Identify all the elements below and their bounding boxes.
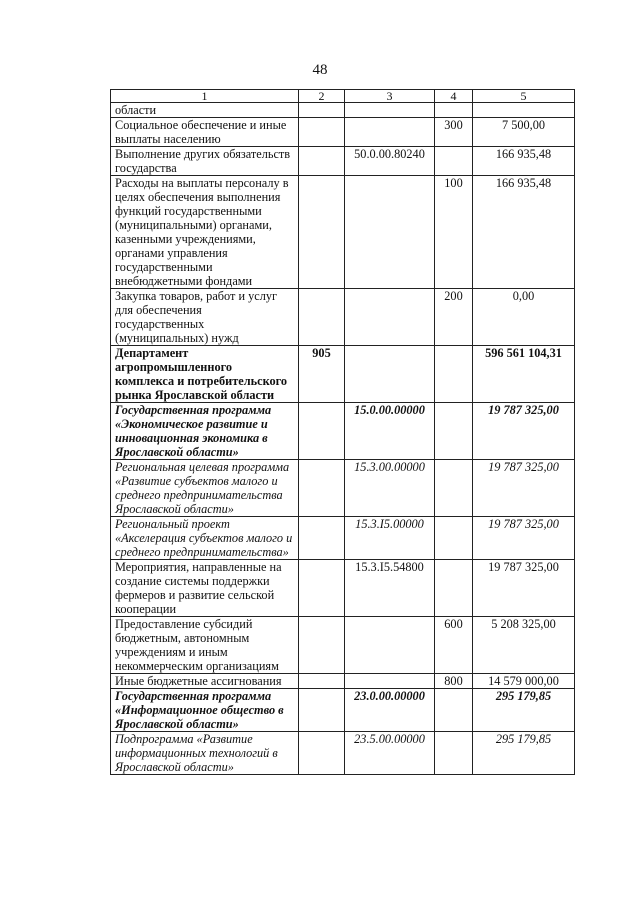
table-row — [111, 732, 575, 775]
cell-amount: 295 179,85 — [473, 689, 575, 732]
cell-col2 — [299, 689, 345, 732]
cell-name: Департамент агропромышленного комплекса и потребительского рынка Ярославской области — [111, 346, 299, 403]
cell-code: 15.3.I5.00000 — [345, 517, 435, 560]
cell-amount: 166 935,48 — [473, 176, 575, 289]
cell-amount: 19 787 325,00 — [473, 560, 575, 617]
table-row — [111, 147, 575, 176]
table-row — [111, 517, 575, 560]
cell-col2 — [299, 289, 345, 346]
table-row — [111, 689, 575, 732]
cell-amount: 19 787 325,00 — [473, 403, 575, 460]
cell-name: Подпрограмма «Развитие информационных технологий в Ярославской области» — [111, 732, 299, 775]
cell-type: 600 — [435, 617, 473, 674]
cell-code — [345, 176, 435, 289]
cell-type: 200 — [435, 289, 473, 346]
cell-code: 15.0.00.00000 — [345, 403, 435, 460]
cell-type — [435, 732, 473, 775]
table-row — [111, 346, 575, 403]
cell-name: Региональный проект «Акселерация субъектов малого и среднего предпринимательства» — [111, 517, 299, 560]
cell-amount: 19 787 325,00 — [473, 460, 575, 517]
cell-amount: 596 561 104,31 — [473, 346, 575, 403]
cell-name: Социальное обеспечение и иные выплаты населению — [111, 118, 299, 147]
table-row — [111, 560, 575, 617]
cell-code: 50.0.00.80240 — [345, 147, 435, 176]
cell-amount — [473, 103, 575, 118]
cell-col2: 905 — [299, 346, 345, 403]
cell-code — [345, 289, 435, 346]
cell-name: Выполнение других обязательств государства — [111, 147, 299, 176]
header-cell-2: 2 — [299, 90, 345, 103]
cell-amount: 19 787 325,00 — [473, 517, 575, 560]
header-cell-3: 3 — [345, 90, 435, 103]
cell-name: Государственная программа «Экономическое развитие и инновационная экономика в Ярославской области» — [111, 403, 299, 460]
table-row — [111, 674, 575, 689]
cell-type — [435, 103, 473, 118]
cell-amount: 7 500,00 — [473, 118, 575, 147]
cell-col2 — [299, 176, 345, 289]
cell-code: 15.3.00.00000 — [345, 460, 435, 517]
cell-type — [435, 403, 473, 460]
cell-code — [345, 617, 435, 674]
cell-col2 — [299, 118, 345, 147]
cell-amount: 295 179,85 — [473, 732, 575, 775]
cell-name: Предоставление субсидий бюджетным, автономным учреждениям и иным некоммерческим организациям — [111, 617, 299, 674]
cell-type — [435, 560, 473, 617]
table-row — [111, 176, 575, 289]
header-cell-4: 4 — [435, 90, 473, 103]
cell-col2 — [299, 460, 345, 517]
cell-name: Региональная целевая программа «Развитие субъектов малого и среднего предпринимательства Ярославской области» — [111, 460, 299, 517]
cell-code: 23.5.00.00000 — [345, 732, 435, 775]
table-row — [111, 289, 575, 346]
cell-type: 100 — [435, 176, 473, 289]
cell-amount: 14 579 000,00 — [473, 674, 575, 689]
cell-type — [435, 689, 473, 732]
table-row — [111, 460, 575, 517]
cell-col2 — [299, 147, 345, 176]
cell-name: Расходы на выплаты персоналу в целях обеспечения выполнения функций государственными (муниципальными) органами, казенными учреждениями, органами управления государственными внебюджетными фондами — [111, 176, 299, 289]
cell-col2 — [299, 617, 345, 674]
cell-amount: 5 208 325,00 — [473, 617, 575, 674]
table-row — [111, 403, 575, 460]
cell-name: Государственная программа «Информационное общество в Ярославской области» — [111, 689, 299, 732]
cell-col2 — [299, 103, 345, 118]
table-row — [111, 103, 575, 118]
cell-col2 — [299, 517, 345, 560]
cell-name: области — [111, 103, 299, 118]
cell-type — [435, 346, 473, 403]
cell-code — [345, 674, 435, 689]
cell-col2 — [299, 732, 345, 775]
cell-code — [345, 103, 435, 118]
budget-table — [110, 89, 575, 775]
cell-amount: 166 935,48 — [473, 147, 575, 176]
header-cell-1: 1 — [111, 90, 299, 103]
cell-col2 — [299, 560, 345, 617]
cell-type: 300 — [435, 118, 473, 147]
cell-code: 23.0.00.00000 — [345, 689, 435, 732]
cell-amount: 0,00 — [473, 289, 575, 346]
cell-col2 — [299, 674, 345, 689]
cell-code — [345, 118, 435, 147]
cell-code: 15.3.I5.54800 — [345, 560, 435, 617]
table-row — [111, 617, 575, 674]
table-row — [111, 118, 575, 147]
cell-col2 — [299, 403, 345, 460]
cell-code — [345, 346, 435, 403]
cell-name: Иные бюджетные ассигнования — [111, 674, 299, 689]
cell-type — [435, 460, 473, 517]
table-header-row — [111, 90, 575, 103]
header-cell-5: 5 — [473, 90, 575, 103]
page-number: 48 — [312, 62, 328, 78]
cell-type — [435, 147, 473, 176]
cell-name: Закупка товаров, работ и услуг для обеспечения государственных (муниципальных) нужд — [111, 289, 299, 346]
cell-type — [435, 517, 473, 560]
cell-name: Мероприятия, направленные на создание системы поддержки фермеров и развитие сельской кооперации — [111, 560, 299, 617]
cell-type: 800 — [435, 674, 473, 689]
